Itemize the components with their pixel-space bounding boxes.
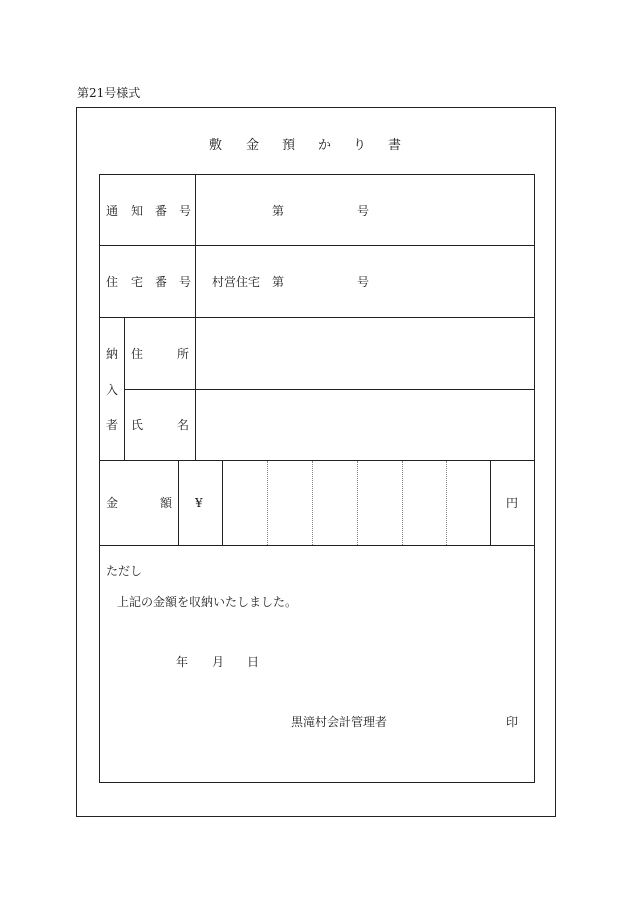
notice-number-dai: 第 <box>272 204 285 218</box>
notice-number-label-char: 号 <box>179 204 192 218</box>
digit-separator <box>312 461 313 545</box>
payer-address-label-char: 住 <box>131 347 144 361</box>
digit-separator <box>267 461 268 545</box>
title-char: 敷 <box>209 138 223 153</box>
payer-name-label-char: 氏 <box>131 418 144 432</box>
payer-group-char: 入 <box>106 383 119 397</box>
date-year: 年 <box>176 655 189 669</box>
row-divider <box>99 460 535 461</box>
officer-title: 黒滝村会計管理者 <box>291 715 388 729</box>
column-divider <box>490 460 491 546</box>
housing-number-label-char: 宅 <box>131 275 144 289</box>
receipt-statement: 上記の金額を収納いたしました。 <box>117 595 298 609</box>
yen-symbol: ¥ <box>195 496 203 510</box>
date-day: 日 <box>247 655 260 669</box>
tadashi-text: ただし <box>106 564 143 578</box>
digit-separator <box>402 461 403 545</box>
payer-group-char: 納 <box>106 347 119 361</box>
row-divider <box>124 389 535 390</box>
digit-separator <box>357 461 358 545</box>
housing-number-dai: 第 <box>272 275 285 289</box>
amount-label-char: 額 <box>160 496 173 510</box>
seal-mark: 印 <box>506 715 519 729</box>
housing-number-go: 号 <box>357 275 370 289</box>
housing-number-label-char: 番 <box>155 275 168 289</box>
payer-address-label-char: 所 <box>177 347 190 361</box>
yen-unit: 円 <box>506 496 519 510</box>
column-divider <box>195 174 196 461</box>
title-char: 金 <box>246 138 260 153</box>
notice-number-label-char: 知 <box>131 204 144 218</box>
form-number: 第21号様式 <box>77 86 141 100</box>
notice-number-label-char: 番 <box>155 204 168 218</box>
digit-separator <box>446 461 447 545</box>
form-table <box>99 174 535 783</box>
payer-group-char: 者 <box>106 418 119 432</box>
housing-number-label-char: 号 <box>179 275 192 289</box>
amount-label-char: 金 <box>106 496 119 510</box>
title-char: か <box>318 138 332 153</box>
payer-name-label-char: 名 <box>177 418 190 432</box>
row-divider <box>99 317 535 318</box>
row-divider <box>99 545 535 546</box>
notice-number-go: 号 <box>357 204 370 218</box>
row-divider <box>99 245 535 246</box>
date-month: 月 <box>212 655 225 669</box>
column-divider <box>124 317 125 461</box>
notice-number-label-char: 通 <box>106 204 119 218</box>
title-char: 預 <box>282 138 296 153</box>
title-char: 書 <box>388 138 402 153</box>
housing-number-label-char: 住 <box>106 275 119 289</box>
column-divider <box>222 460 223 546</box>
document-title <box>0 134 630 153</box>
housing-number-prefix: 村営住宅 <box>212 275 261 289</box>
title-char: り <box>353 138 367 153</box>
column-divider <box>178 460 179 546</box>
